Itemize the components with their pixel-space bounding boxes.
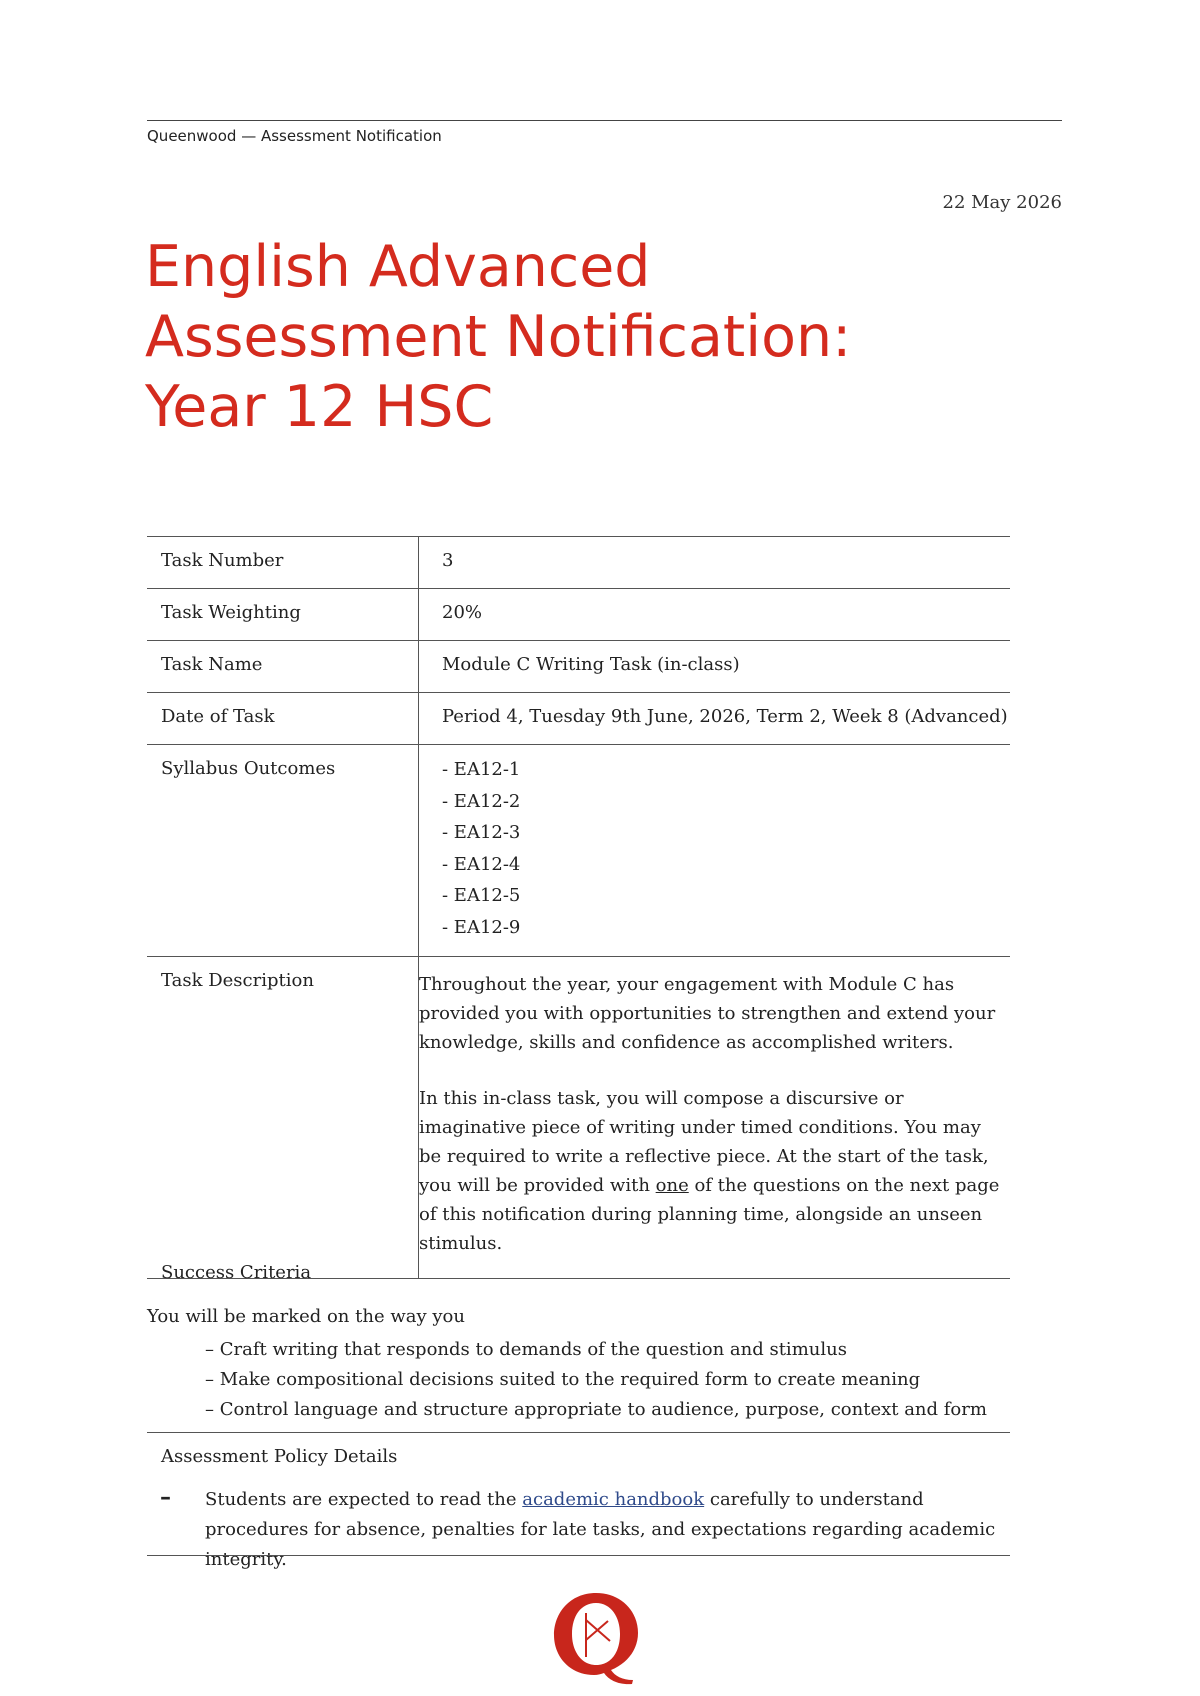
outcomes-list — [442, 754, 1010, 943]
section-divider — [147, 1555, 1010, 1556]
title-line-3: Year 12 HSC — [145, 374, 494, 440]
list-item: – Control language and structure appropriate to audience, purpose, context and form — [205, 1399, 987, 1420]
header-divider — [147, 120, 1062, 121]
document-date: 22 May 2026 — [942, 192, 1062, 213]
syllabus-outcomes-label: Syllabus Outcomes — [147, 745, 419, 957]
table-row — [147, 957, 1010, 1279]
emphasis-one: one — [655, 1175, 689, 1196]
list-item: – Make compositional decisions suited to the required form to create meaning — [205, 1369, 921, 1390]
task-weighting-label: Task Weighting — [147, 589, 419, 641]
success-criteria-intro: You will be marked on the way you — [147, 1306, 465, 1327]
success-criteria-list — [205, 1335, 987, 1425]
list-item: - EA12-3 — [442, 822, 521, 843]
task-weighting-value: 20% — [442, 602, 483, 623]
page-title — [145, 232, 1045, 442]
list-item: – Craft writing that responds to demands of the question and stimulus — [205, 1339, 847, 1360]
syllabus-outcomes-value — [419, 745, 1011, 957]
date-of-task-label: Date of Task — [147, 693, 419, 745]
policy-bullet: – — [160, 1484, 171, 1510]
table-row — [147, 745, 1010, 957]
policy-text — [205, 1485, 1005, 1575]
task-details-table — [147, 536, 1010, 1279]
table-row — [147, 693, 1010, 745]
title-line-2: Assessment Notification: — [145, 304, 852, 370]
list-item: - EA12-5 — [442, 885, 521, 906]
task-number-value: 3 — [442, 550, 454, 571]
description-paragraph-2 — [419, 1084, 1000, 1258]
date-of-task-value: Period 4, Tuesday 9th June, 2026, Term 2, Week 8 (Advanced) — [442, 706, 1008, 727]
success-criteria-heading: Success Criteria — [161, 1262, 312, 1283]
academic-handbook-link[interactable]: academic handbook — [522, 1489, 705, 1510]
description-text: of the questions on the next page of this notification during planning time, alongside an unseen stimulus. — [419, 1175, 1000, 1254]
list-item: - EA12-1 — [442, 759, 521, 780]
list-item: - EA12-4 — [442, 853, 521, 875]
policy-text-part: Students are expected to read the — [205, 1489, 523, 1510]
task-number-label: Task Number — [147, 537, 419, 589]
description-paragraph-1: Throughout the year, your engagement with Module C has provided you with opportunities to strengthen and extend your knowledge, skills and confidence as accomplished writers. — [419, 974, 996, 1053]
queenwood-q-logo-icon — [546, 1585, 646, 1685]
running-header: Queenwood — Assessment Notification — [147, 127, 442, 145]
list-item: - EA12-9 — [442, 916, 521, 938]
policy-heading: Assessment Policy Details — [161, 1446, 398, 1467]
task-description-label: Task Description — [147, 957, 419, 1279]
section-divider — [147, 1432, 1010, 1433]
table-row — [147, 589, 1010, 641]
table-row — [147, 641, 1010, 693]
task-name-label: Task Name — [147, 641, 419, 693]
table-row — [147, 537, 1010, 589]
title-line-1: English Advanced — [145, 234, 651, 300]
description-text: In this in-class task, you will compose a discursive or imaginative piece of writing under timed conditions. You may be required to write a reflective piece. At the start of the task, you will be provided with — [419, 1088, 989, 1196]
list-item: - EA12-2 — [442, 790, 521, 812]
task-name-value: Module C Writing Task (in-class) — [442, 654, 740, 675]
task-description-value — [419, 957, 1011, 1279]
policy-text-part: carefully to understand procedures for absence, penalties for late tasks, and expectations regarding academic integrity. — [205, 1489, 996, 1570]
